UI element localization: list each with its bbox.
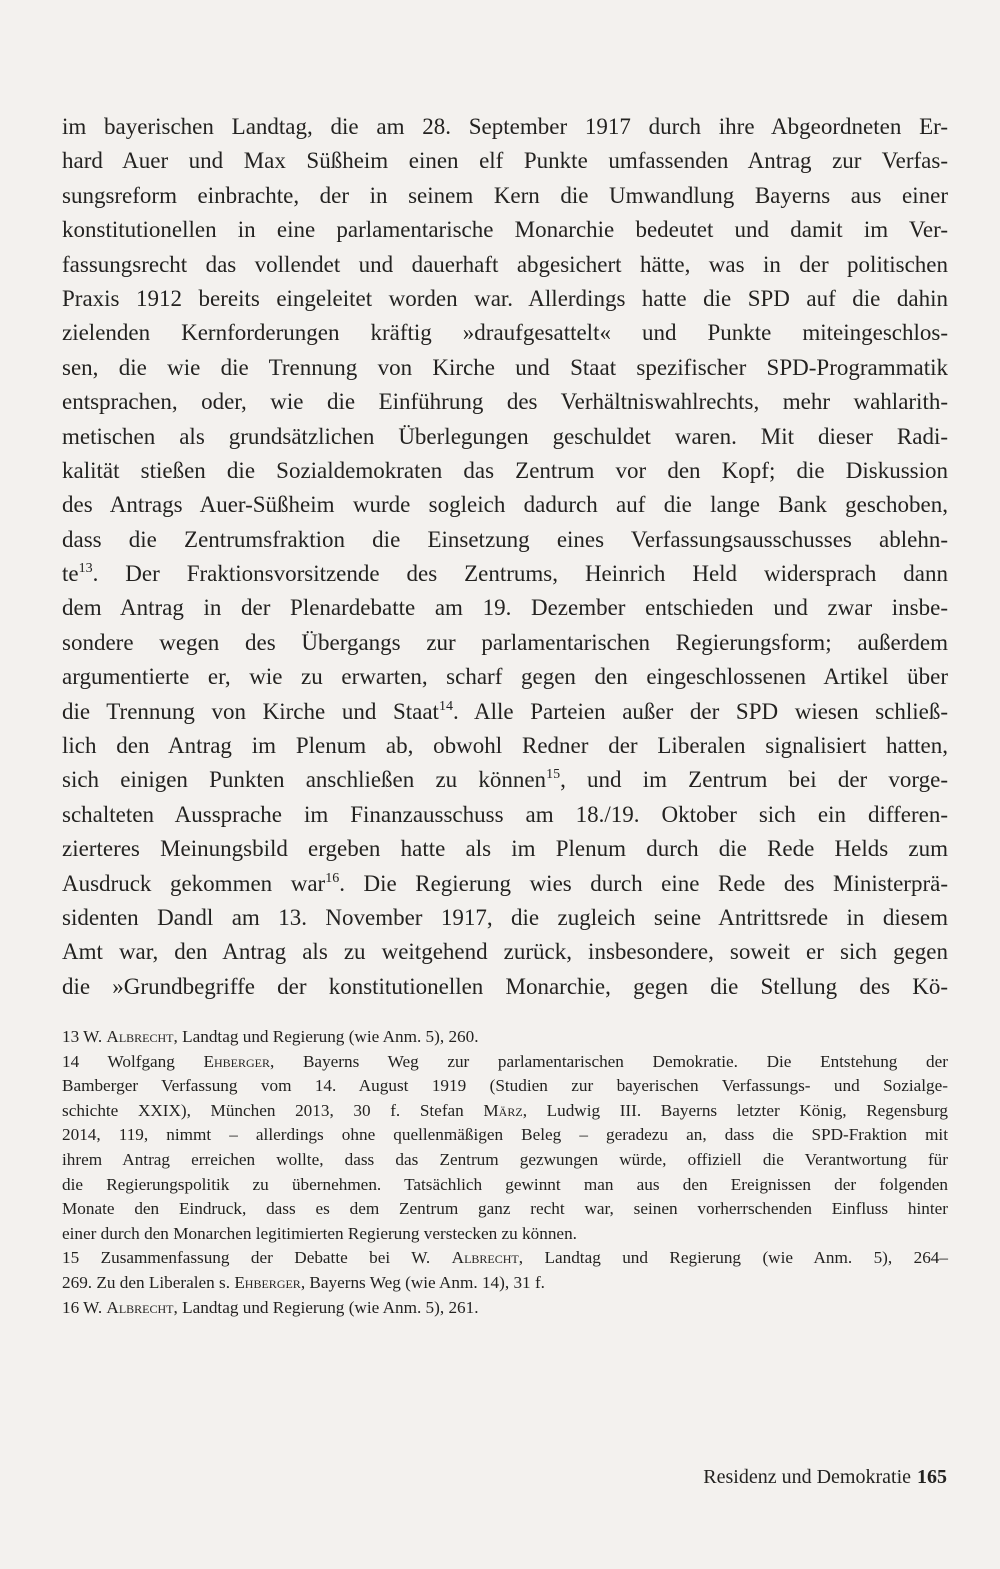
body-line	[62, 282, 948, 316]
text-segment: lich den Antrag im Plenum ab, obwohl Redner der Liberalen signalisiert hatten,	[62, 733, 948, 759]
text-segment: die »Grundbegriffe der konstitutionellen Monarchie, gegen die Stellung des Kö-	[62, 973, 948, 999]
body-line	[62, 832, 948, 866]
body-line	[62, 798, 948, 832]
footnote-line	[62, 1246, 948, 1271]
body-line	[62, 935, 948, 969]
body-line	[62, 144, 948, 178]
text-segment: einer durch den Monarchen legitimierten Regierung verstecken zu können.	[62, 1223, 577, 1243]
text-segment: ihrem Antrag erreichen wollte, dass das Zentrum gezwungen würde, offiziell die Verantwortung für	[62, 1149, 948, 1169]
text-segment: sen, die wie die Trennung von Kirche und Staat spezifischer SPD-Programmatik	[62, 354, 948, 380]
body-line	[62, 454, 948, 488]
text-segment: fassungsrecht das vollendet und dauerhaft abgesichert hätte, was in der politischen	[62, 251, 948, 277]
footnote-ref[interactable]: 16	[325, 870, 340, 886]
text-segment: dass die Zentrumsfraktion die Einsetzung eines Verfassungsausschusses ablehn-	[62, 526, 948, 552]
body-line	[62, 351, 948, 385]
body-line	[62, 557, 948, 591]
text-segment: im bayerischen Landtag, die am 28. September 1917 durch ihre Abgeordneten Er-	[62, 114, 948, 139]
footnote-line	[62, 1074, 948, 1099]
text-segment: , Landtag und Regierung (wie Anm. 5), 264–	[518, 1248, 948, 1268]
text-segment: Amt war, den Antrag als zu weitgehend zurück, insbesondere, soweit er sich gegen	[62, 939, 948, 965]
text-segment: zierteres Meinungsbild ergeben hatte als im Plenum durch die Rede Helds zum	[62, 836, 948, 862]
text-segment: kalität stießen die Sozialdemokraten das Zentrum vor den Kopf; die Diskussion	[62, 457, 948, 483]
body-line	[62, 110, 948, 144]
body-line	[62, 591, 948, 625]
text-segment: , Landtag und Regierung (wie Anm. 5), 260.	[173, 1027, 479, 1046]
text-segment: , Bayerns Weg zur parlamentarischen Demokratie. Die Entstehung der	[270, 1051, 948, 1071]
text-segment: dem Antrag in der Plenardebatte am 19. Dezember entschieden und zwar insbe-	[62, 595, 948, 621]
body-line	[62, 523, 948, 557]
author-name: Albrecht	[106, 1297, 174, 1317]
text-segment: Monate den Eindruck, dass es dem Zentrum ganz recht war, seinen vorherrschenden Einfluss hinter	[62, 1199, 948, 1219]
body-line	[62, 729, 948, 763]
body-line	[62, 695, 948, 729]
text-segment: 13 W.	[62, 1027, 107, 1046]
text-segment: . Die Regierung wies durch eine Rede des Ministerprä-	[339, 870, 948, 896]
text-segment: , Landtag und Regierung (wie Anm. 5), 261.	[173, 1297, 479, 1317]
text-segment: sidenten Dandl am 13. November 1917, die zugleich seine Antrittsrede in diesem	[62, 904, 948, 930]
main-text	[62, 110, 948, 1004]
footnote-line	[62, 1222, 948, 1247]
text-segment: die Regierungspolitik zu übernehmen. Tatsächlich gewinnt man aus den Ereignissen der folgenden	[62, 1174, 948, 1194]
footnote-line	[62, 1148, 948, 1173]
text-segment: sondere wegen des Übergangs zur parlamentarischen Regierungsform; außerdem	[62, 629, 948, 655]
text-segment: , Bayerns Weg (wie Anm. 14), 31 f.	[300, 1272, 545, 1292]
author-name: Albrecht	[106, 1027, 174, 1046]
text-segment: 14 Wolfgang	[62, 1051, 204, 1071]
author-name: März	[483, 1100, 523, 1120]
body-line	[62, 488, 948, 522]
body-line	[62, 867, 948, 901]
footnote-line	[62, 1099, 948, 1124]
running-head-title: Residenz und Demokratie	[703, 1466, 911, 1488]
text-segment: , Ludwig III. Bayerns letzter König, Regensburg	[522, 1100, 948, 1120]
text-segment: sich einigen Punkten anschließen zu können	[62, 767, 547, 793]
text-segment: sungsreform einbrachte, der in seinem Kern die Umwandlung Bayerns aus einer	[62, 182, 948, 208]
text-segment: schichte XXIX), München 2013, 30 f. Stefan	[62, 1100, 484, 1120]
body-line	[62, 763, 948, 797]
author-name: Albrecht	[451, 1248, 519, 1268]
footnote-ref[interactable]: 15	[546, 767, 561, 783]
body-line	[62, 213, 948, 247]
text-segment: Bamberger Verfassung vom 14. August 1919 (Studien zur bayerischen Verfassungs- und Sozialge-	[62, 1076, 948, 1096]
text-segment: entsprachen, oder, wie die Einführung des Verhältniswahlrechts, mehr wahlarith-	[62, 389, 948, 415]
author-name: Ehberger	[234, 1272, 301, 1292]
body-line	[62, 970, 948, 1004]
footnote-line	[62, 1025, 948, 1050]
author-name: Ehberger	[203, 1051, 271, 1071]
text-segment: zielenden Kernforderungen kräftig »draufgesattelt« und Punkte miteingeschlos-	[62, 320, 948, 346]
body-line	[62, 179, 948, 213]
page-number: 165	[917, 1466, 947, 1488]
body-line	[62, 901, 948, 935]
text-segment: hard Auer und Max Süßheim einen elf Punkte umfassenden Antrag zur Verfas-	[62, 148, 948, 174]
text-segment: des Antrags Auer-Süßheim wurde sogleich dadurch auf die lange Bank geschoben,	[62, 492, 948, 518]
text-segment: schalteten Aussprache im Finanzausschuss am 18./19. Oktober sich ein differen-	[62, 801, 948, 827]
footnote-line	[62, 1197, 948, 1222]
footnote-line	[62, 1271, 948, 1296]
body-line	[62, 248, 948, 282]
body-line	[62, 626, 948, 660]
footnote-line	[62, 1123, 948, 1148]
text-segment: . Der Fraktionsvorsitzende des Zentrums, Heinrich Held widersprach dann	[92, 561, 948, 587]
footnote-line	[62, 1050, 948, 1075]
text-segment: argumentierte er, wie zu erwarten, scharf gegen den eingeschlossenen Artikel über	[62, 664, 948, 690]
body-line	[62, 385, 948, 419]
body-line	[62, 660, 948, 694]
text-segment: Ausdruck gekommen war	[62, 870, 326, 896]
text-segment: 16 W.	[62, 1297, 107, 1317]
footnote-line	[62, 1173, 948, 1198]
body-line	[62, 420, 948, 454]
footnote-line	[62, 1296, 948, 1321]
text-segment: 15 Zusammenfassung der Debatte bei W.	[62, 1248, 452, 1268]
text-segment: te	[62, 561, 79, 587]
text-segment: . Alle Parteien außer der SPD wiesen schließ-	[452, 698, 948, 724]
text-segment: die Trennung von Kirche und Staat	[62, 698, 439, 724]
text-segment: metischen als grundsätzlichen Überlegungen geschuldet waren. Mit dieser Radi-	[62, 423, 948, 449]
text-segment: konstitutionellen in eine parlamentarische Monarchie bedeutet und damit im Ver-	[62, 217, 948, 243]
text-segment: Praxis 1912 bereits eingeleitet worden war. Allerdings hatte die SPD auf die dahin	[62, 285, 948, 311]
running-footer	[703, 1466, 947, 1489]
body-line	[62, 316, 948, 350]
footnote-ref[interactable]: 14	[438, 698, 453, 714]
text-segment: 2014, 119, nimmt – allerdings ohne quellenmäßigen Beleg – geradezu an, dass die SPD-Fraktion mit	[62, 1125, 948, 1145]
footnotes	[62, 1025, 948, 1320]
footnote-ref[interactable]: 13	[78, 561, 93, 577]
text-segment: , und im Zentrum bei der vorge-	[560, 767, 948, 793]
text-segment: 269. Zu den Liberalen s.	[62, 1272, 235, 1292]
